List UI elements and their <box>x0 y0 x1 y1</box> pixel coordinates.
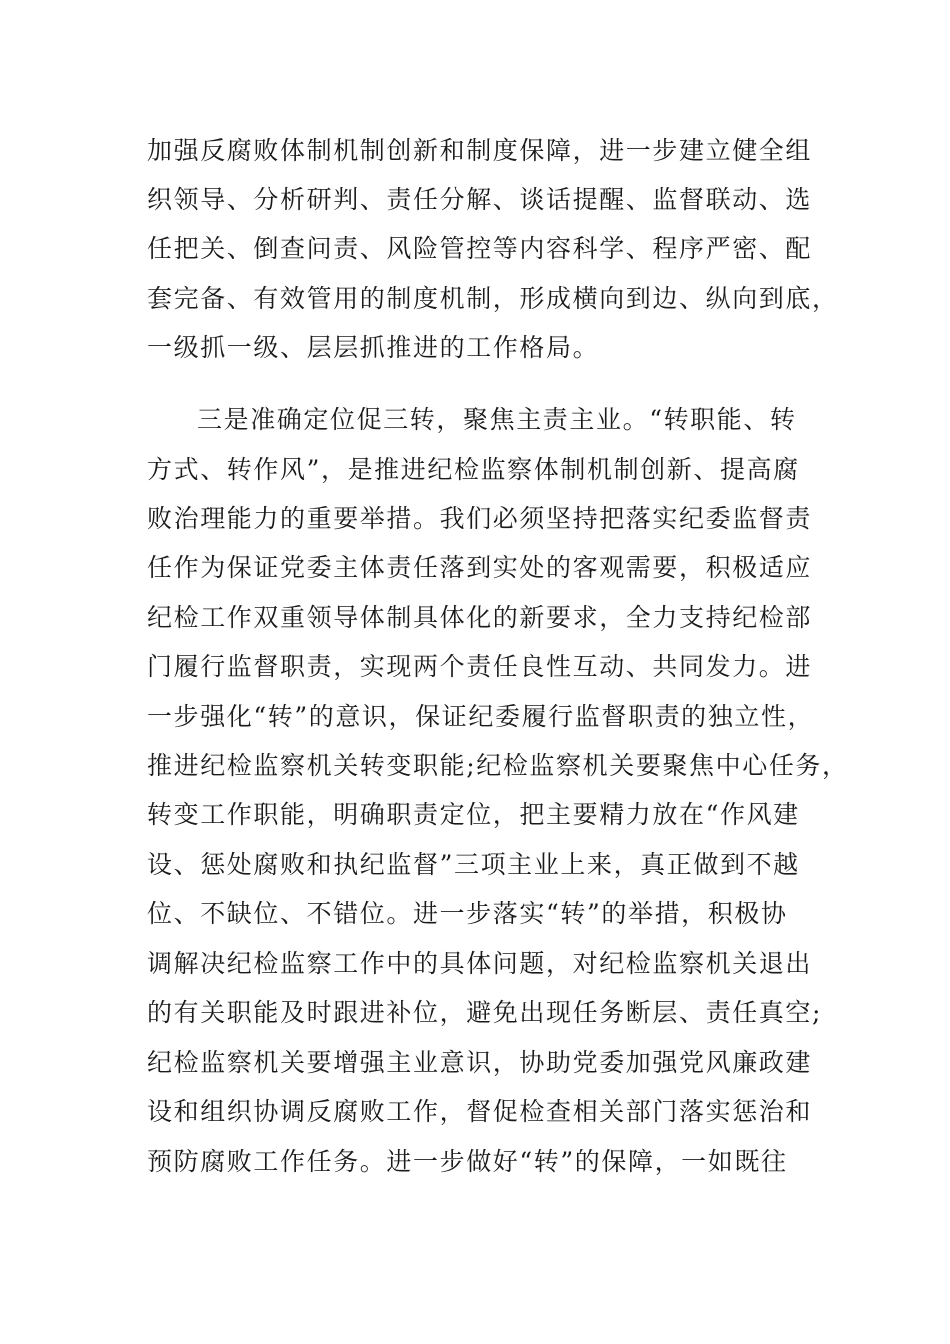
text-line: 任作为保证党委主体责任落到实处的客观需要，积极适应 <box>147 553 813 582</box>
text-line: 败治理能力的重要举措。我们必须坚持把落实纪委监督责 <box>147 504 813 533</box>
text-line: 推进纪检监察机关转变职能;纪检监察机关要聚焦中心任务， <box>147 751 849 780</box>
text-line: 调解决纪检监察工作中的具体问题，对纪检监察机关退出 <box>147 949 813 978</box>
text-line: 一级抓一级、层层抓推进的工作格局。 <box>147 333 600 362</box>
text-line: 三是准确定位促三转，聚焦主责主业。“转职能、转 <box>197 405 797 434</box>
text-line: 方式、转作风”，是推进纪检监察体制机制创新、提高腐 <box>147 455 800 484</box>
text-line: 任把关、倒查问责、风险管控等内容科学、程序严密、配 <box>147 234 813 263</box>
text-line: 套完备、有效管用的制度机制，形成横向到边、纵向到底， <box>147 284 839 313</box>
text-line: 织领导、分析研判、责任分解、谈话提醒、监督联动、选 <box>147 185 813 214</box>
text-line: 转变工作职能，明确职责定位，把主要精力放在“作风建 <box>147 800 800 829</box>
text-line: 预防腐败工作任务。进一步做好“转”的保障，一如既往 <box>147 1147 788 1176</box>
text-line: 位、不缺位、不错位。进一步落实“转”的举措，积极协 <box>147 899 788 928</box>
text-line: 的有关职能及时跟进补位，避免出现任务断层、责任真空; <box>147 998 823 1027</box>
text-line: 纪检工作双重领导体制具体化的新要求，全力支持纪检部 <box>147 603 813 632</box>
text-line: 设、惩处腐败和执纪监督”三项主业上来，真正做到不越 <box>147 850 800 879</box>
text-line: 纪检监察机关要增强主业意识，协助党委加强党风廉政建 <box>147 1048 813 1077</box>
text-line: 一步强化“转”的意识，保证纪委履行监督职责的独立性， <box>147 702 815 731</box>
text-line: 门履行监督职责，实现两个责任良性互动、共同发力。进 <box>147 652 813 681</box>
text-line: 设和组织协调反腐败工作，督促检查相关部门落实惩治和 <box>147 1097 813 1126</box>
text-line: 加强反腐败体制机制创新和制度保障，进一步建立健全组 <box>147 136 813 165</box>
